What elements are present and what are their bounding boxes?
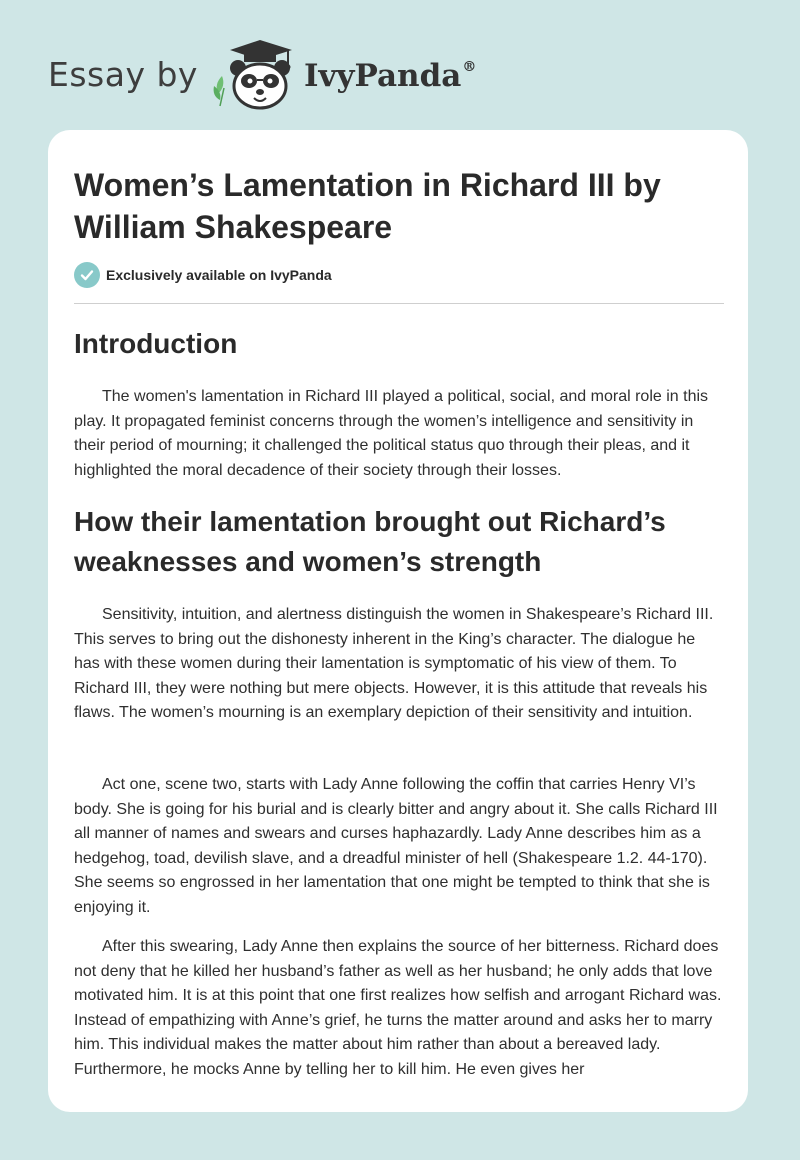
essay-card	[48, 130, 748, 1112]
check-icon	[74, 262, 100, 288]
exclusive-badge	[74, 262, 332, 288]
paragraph: After this swearing, Lady Anne then explains the source of her bitterness. Richard does not deny that he killed her husband’s father as well as her husband; he only adds that love motivated him. It is at this point that one first realizes how selfish and arrogant Richard was. Instead of empathizing with Anne’s grief, he turns the matter around and asks her to marry him. This individual makes the matter about him rather than about a bereaved lady. Furthermore, he mocks Anne by telling her to kill him. He even gives her	[74, 938, 722, 1078]
paragraph: Act one, scene two, starts with Lady Anne following the coffin that carries Henry VI’s body. She is going for his burial and is clearly bitter and angry about it. She calls Richard III all manner of names and swears and curses haphazardly. Lady Anne describes him as a hedgehog, toad, devilish slave, and a dreadful minister of hell (Shakespeare 1.2. 44-170). She seems so engrossed in her lamentation that one might be tempted to think that she is enjoying it.	[74, 776, 718, 916]
section-heading: How their lamentation brought out Richard’s weaknesses and women’s strength	[74, 506, 666, 577]
brand-text: IvyPanda	[303, 58, 462, 94]
exclusive-text: Exclusively available on IvyPanda	[106, 267, 332, 283]
essay-by-label: Essay by	[48, 54, 198, 94]
registered-mark: ®	[462, 58, 477, 75]
site-header	[48, 34, 476, 114]
brand-name[interactable]	[304, 58, 476, 94]
paragraph: The women's lamentation in Richard III played a political, social, and moral role in this play. It propagated feminist concerns through the women’s intelligence and sensitivity in their period of mourning; it challenged the political status quo through their pleas, and it highlighted the moral decadence of their society through their losses.	[74, 388, 709, 479]
paragraph: Sensitivity, intuition, and alertness distinguish the women in Shakespeare’s Richard III. This serves to bring out the dishonesty inherent in the King’s character. The dialogue he has with these women during their lamentation is symptomatic of his view of them. To Richard III, they were nothing but mere objects. However, it is this attitude that reveals his flaws. The women’s mourning is an exemplary depiction of their sensitivity and intuition.	[74, 606, 714, 722]
panda-logo-icon[interactable]	[212, 36, 296, 112]
section-heading: Introduction	[74, 328, 238, 359]
essay-title: Women’s Lamentation in Richard III by William Shakespeare	[74, 167, 661, 245]
divider	[74, 303, 724, 304]
